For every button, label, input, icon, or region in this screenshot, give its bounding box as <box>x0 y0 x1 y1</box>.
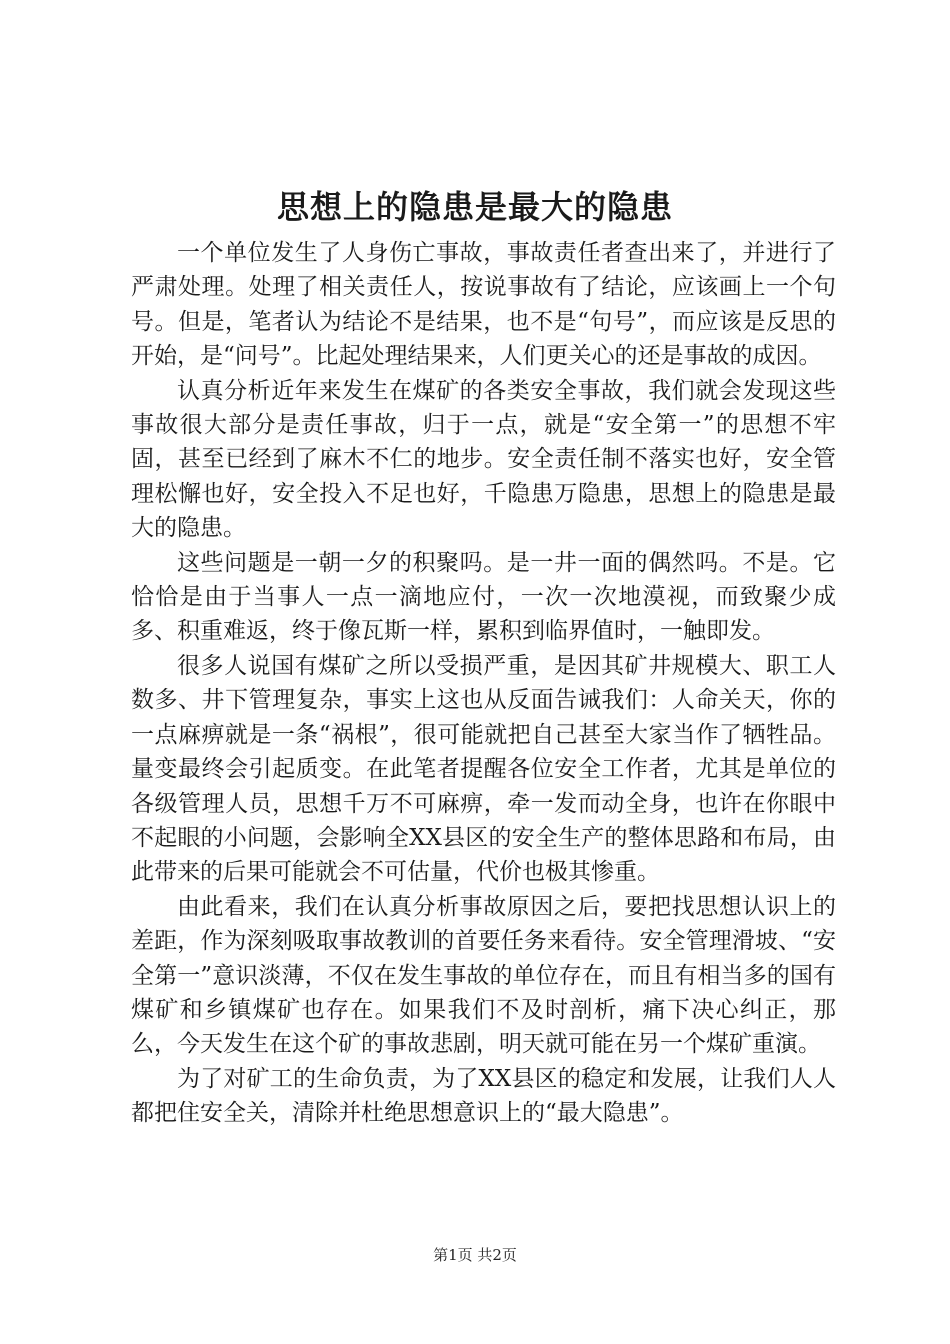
document-body <box>131 236 836 1131</box>
paragraph: 为了对矿工的生命负责，为了XX县区的稳定和发展，让我们人人都把住安全关，清除并杜绝思想意识上的“最大隐患”。 <box>131 1065 836 1127</box>
paragraph: 由此看来，我们在认真分析事故原因之后，要把找思想认识上的差距，作为深刻吸取事故教训的首要任务来看待。安全管理滑坡、“安全第一”意识淡薄，不仅在发生事故的单位存在，而且有相当多的国有煤矿和乡镇煤矿也存在。如果我们不及时剖析，痛下决心纠正，那么，今天发生在这个矿的事故悲剧，明天就可能在另一个煤矿重演。 <box>131 893 836 1058</box>
paragraph: 很多人说国有煤矿之所以受损严重，是因其矿井规模大、职工人数多、井下管理复杂，事实上这也从反面告诫我们：人命关天，你的一点麻痹就是一条“祸根”，很可能就把自己甚至大家当作了牺牲品。量变最终会引起质变。在此笔者提醒各位安全工作者，尤其是单位的各级管理人员，思想千万不可麻痹，牵一发而动全身，也许在你眼中不起眼的小问题，会影响全XX县区的安全生产的整体思路和布局，由此带来的后果可能就会不可估量，代价也极其惨重。 <box>131 652 836 886</box>
paragraph: 一个单位发生了人身伤亡事故，事故责任者查出来了，并进行了严肃处理。处理了相关责任人，按说事故有了结论，应该画上一个句号。但是，笔者认为结论不是结果，也不是“句号”，而应该是反思的开始，是“问号”。比起处理结果来，人们更关心的还是事故的成因。 <box>131 240 836 370</box>
page-number-footer: 第1页 共2页 <box>433 1246 517 1264</box>
paragraph: 这些问题是一朝一夕的积聚吗。是一井一面的偶然吗。不是。它恰恰是由于当事人一点一滴地应付，一次一次地漠视，而致聚少成多、积重难返，终于像瓦斯一样，累积到临界值时，一触即发。 <box>131 549 836 645</box>
document-title: 思想上的隐患是最大的隐患 <box>276 188 673 226</box>
paragraph: 认真分析近年来发生在煤矿的各类安全事故，我们就会发现这些事故很大部分是责任事故，归于一点，就是“安全第一”的思想不牢固，甚至已经到了麻木不仁的地步。安全责任制不落实也好，安全管理松懈也好，安全投入不足也好，千隐患万隐患，思想上的隐患是最大的隐患。 <box>131 377 836 542</box>
